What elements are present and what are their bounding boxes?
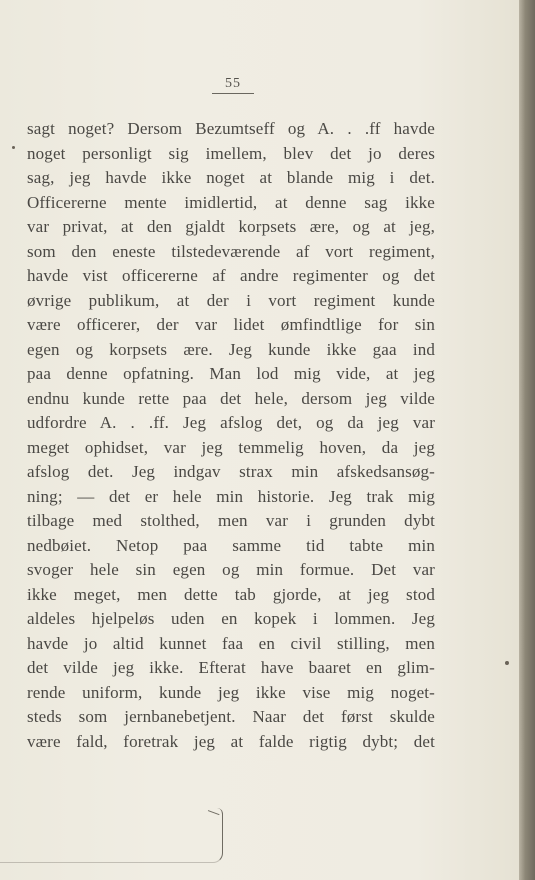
text-line: havde jo altid kunnet faa en civil stilling, men	[27, 633, 435, 653]
page-number: 55	[212, 76, 254, 94]
text-line: øvrige publikum, at der i vort regiment kunde	[27, 290, 435, 310]
text-line: svoger hele sin egen og min formue. Det var	[27, 560, 435, 579]
text-line: var privat, at den gjaldt korpsets ære, og at jeg,	[27, 217, 435, 236]
text-line: være fald, foretrak jeg at falde rigtig dybt; det	[27, 731, 435, 751]
text-line: tilbage med stolthed, men var i grunden dybt	[27, 511, 435, 530]
text-line: ning; — det er hele min historie. Jeg trak mig	[27, 486, 435, 506]
paper-speck	[12, 146, 15, 149]
text-line: Officererne mente imidlertid, at denne sag ikke	[27, 192, 435, 212]
text-line: sag, jeg havde ikke noget at blande mig i det.	[27, 168, 435, 187]
text-line: som den eneste tilstedeværende af vort regiment,	[27, 241, 435, 261]
text-line: nedbøiet. Netop paa samme tid tabte min	[27, 535, 435, 555]
body-text	[27, 117, 435, 754]
text-line: paa denne opfatning. Man lod mig vide, at jeg	[27, 364, 435, 383]
text-line: meget ophidset, var jeg temmelig hoven, da jeg	[27, 437, 435, 457]
text-line: havde vist officererne af andre regimenter og det	[27, 266, 435, 285]
text-line: egen og korpsets ære. Jeg kunde ikke gaa ind	[27, 339, 435, 359]
text-line: aldeles hjelpeløs uden en kopek i lommen. Jeg	[27, 609, 435, 628]
book-spine-edge	[519, 0, 535, 880]
text-line: afslog det. Jeg indgav strax min afskedsansøg-	[27, 462, 435, 481]
paper-speck	[505, 661, 509, 665]
text-line: det vilde jeg ikke. Efterat have baaret en glim-	[27, 658, 435, 677]
text-line: endnu kunde rette paa det hele, dersom jeg vilde	[27, 388, 435, 408]
text-line: ikke meget, men dette tab gjorde, at jeg stod	[27, 584, 435, 604]
text-line: noget personligt sig imellem, blev det jo deres	[27, 143, 435, 163]
text-line: sagt noget? Dersom Bezumtseff og A. . .ff havde	[27, 119, 435, 138]
text-line: steds som jernbanebetjent. Naar det først skulde	[27, 707, 435, 726]
library-stamp-outline	[0, 808, 223, 863]
text-line: være officerer, der var lidet ømfindtlige for sin	[27, 315, 435, 334]
text-line: udfordre A. . .ff. Jeg afslog det, og da jeg var	[27, 413, 435, 432]
text-line: rende uniform, kunde jeg ikke vise mig noget-	[27, 682, 435, 702]
